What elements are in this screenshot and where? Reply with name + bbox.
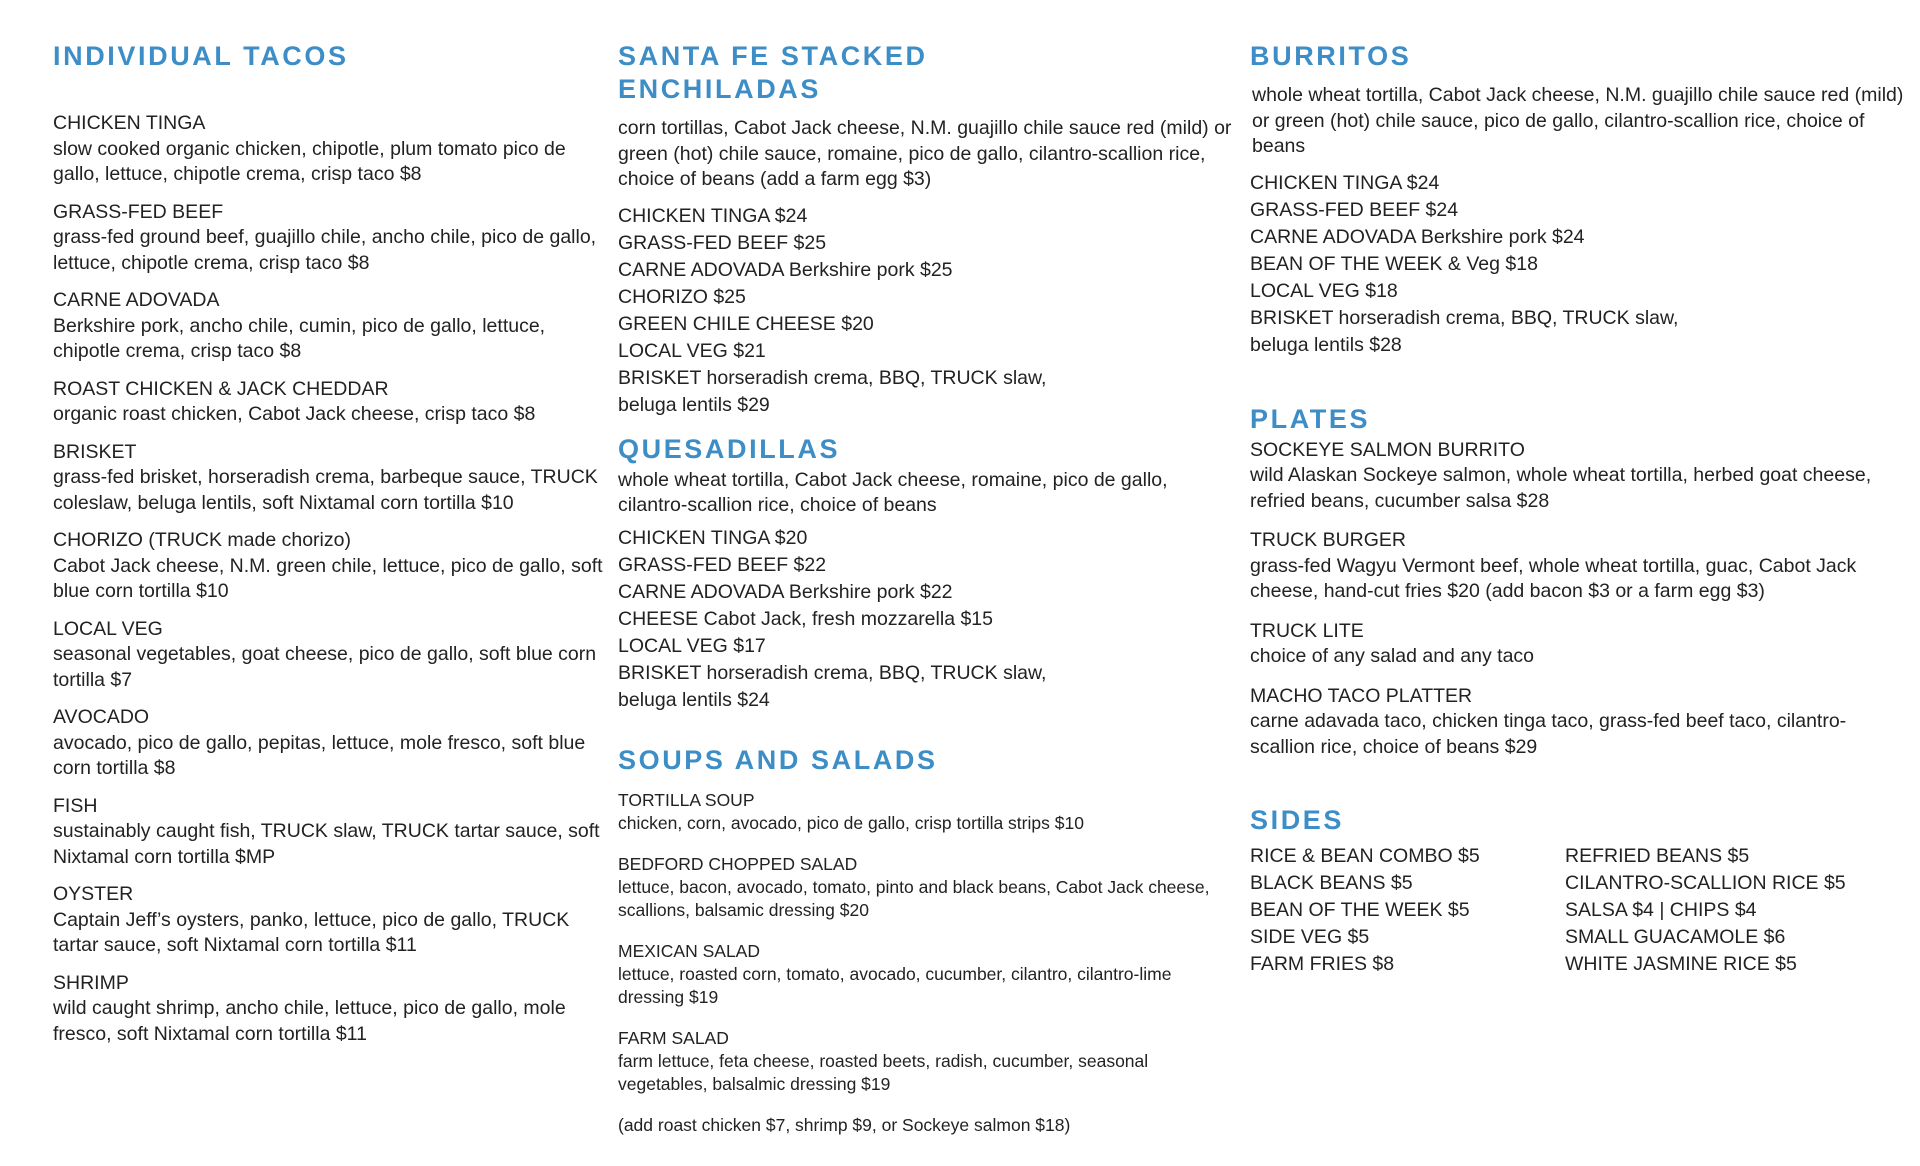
item-name: AVOCADO (53, 706, 150, 728)
item-description: slow cooked organic chicken, chipotle, plum tomato pico de gallo, lettuce, chipotle crema, crisp taco $8 (53, 137, 566, 185)
menu-line: GRASS-FED BEEF $25 (618, 231, 827, 254)
item-name: TRUCK BURGER (1250, 529, 1407, 551)
menu-line: LOCAL VEG $18 (1250, 279, 1398, 302)
enchiladas-heading-line2: ENCHILADAS (618, 74, 822, 104)
tacos-column (53, 40, 613, 1059)
burritos-intro: whole wheat tortilla, Cabot Jack cheese, N.M. guajillo chile sauce red (mild) or green (hot) chile sauce, pico de gallo, cilantro-scallion rice, choice of beans (1252, 84, 1904, 157)
menu-line: beluga lentils $29 (618, 393, 770, 416)
item-name: CHORIZO (TRUCK made chorizo) (53, 529, 351, 551)
plates-section (1250, 403, 1910, 761)
plates-heading: PLATES (1250, 403, 1371, 434)
item-description: lettuce, roasted corn, tomato, avocado, cucumber, cilantro, cilantro-lime dressing $19 (618, 963, 1172, 1007)
menu-line: CARNE ADOVADA Berkshire pork $25 (618, 258, 953, 281)
item-description: grass-fed Wagyu Vermont beef, whole wheat tortilla, guac, Cabot Jack cheese, hand-cut fries $20 (add bacon $3 or a farm egg $3) (1250, 554, 1857, 602)
menu-line: CHICKEN TINGA $20 (618, 526, 808, 549)
side-item: WHITE JASMINE RICE $5 (1565, 953, 1797, 975)
item-name: SOCKEYE SALMON BURRITO (1250, 438, 1525, 461)
menu-item (53, 440, 613, 517)
soup-salad-item (618, 940, 1238, 1009)
menu-item (53, 200, 613, 277)
item-name: OYSTER (53, 883, 134, 905)
enchiladas-heading (618, 40, 1238, 106)
plate-item (1250, 684, 1910, 761)
item-name: TRUCK LITE (1250, 619, 1364, 642)
enchiladas-intro: corn tortillas, Cabot Jack cheese, N.M. guajillo chile sauce red (mild) or green (hot) chile sauce, romaine, pico de gallo, cilantro-scallion rice, choice of beans (add a farm egg $3) (618, 117, 1232, 190)
tacos-heading: INDIVIDUAL TACOS (53, 41, 349, 71)
soups-heading: SOUPS AND SALADS (618, 744, 938, 775)
item-name: BEDFORD CHOPPED SALAD (618, 853, 858, 874)
side-item: RICE & BEAN COMBO $5 (1250, 845, 1480, 867)
item-description: choice of any salad and any taco (1250, 645, 1535, 667)
item-description: farm lettuce, feta cheese, roasted beets, radish, cucumber, seasonal vegetables, balsalmic dressing $19 (618, 1050, 1149, 1094)
menu-line: GRASS-FED BEEF $22 (618, 553, 827, 576)
menu-line: GREEN CHILE CHEESE $20 (618, 312, 874, 335)
soups-addon-note: (add roast chicken $7, shrimp $9, or Sockeye salmon $18) (618, 1114, 1071, 1135)
item-description: carne adavada taco, chicken tinga taco, grass-fed beef taco, cilantro-scallion rice, choice of beans $29 (1250, 710, 1847, 758)
side-item: BEAN OF THE WEEK $5 (1250, 899, 1470, 921)
menu-line: CHICKEN TINGA $24 (1250, 171, 1440, 194)
quesadillas-section (618, 433, 1238, 714)
item-description: grass-fed brisket, horseradish crema, barbeque sauce, TRUCK coleslaw, beluga lentils, soft Nixtamal corn tortilla $10 (53, 466, 598, 514)
menu-line: CHORIZO $25 (618, 285, 746, 308)
menu-line: beluga lentils $28 (1250, 333, 1402, 356)
menu-item (53, 111, 613, 188)
item-name: FARM SALAD (618, 1027, 729, 1048)
side-item: SMALL GUACAMOLE $6 (1565, 926, 1786, 948)
menu-line: LOCAL VEG $17 (618, 634, 766, 657)
menu-line: CARNE ADOVADA Berkshire pork $24 (1250, 225, 1585, 248)
item-description: sustainably caught fish, TRUCK slaw, TRUCK tartar sauce, soft Nixtamal corn tortilla $MP (53, 820, 600, 868)
plate-item (1250, 619, 1910, 670)
item-name: ROAST CHICKEN & JACK CHEDDAR (53, 377, 389, 400)
side-item: REFRIED BEANS $5 (1565, 845, 1750, 867)
item-description: lettuce, bacon, avocado, tomato, pinto and black beans, Cabot Jack cheese, scallions, balsamic dressing $20 (618, 876, 1210, 920)
burritos-list (1250, 170, 1910, 359)
side-item: BLACK BEANS $5 (1250, 872, 1413, 894)
soups-list (618, 789, 1238, 1096)
sides-left-column (1250, 843, 1565, 978)
right-column (1250, 40, 1910, 978)
item-name: FISH (53, 794, 98, 817)
menu-item (53, 617, 613, 694)
sides-section (1250, 804, 1910, 978)
sides-grid (1250, 843, 1910, 978)
quesadillas-list (618, 525, 1238, 714)
menu-line: beluga lentils $24 (618, 688, 770, 711)
enchiladas-list (618, 203, 1238, 419)
item-description: avocado, pico de gallo, pepitas, lettuce, mole fresco, soft blue corn tortilla $8 (53, 731, 586, 779)
item-name: GRASS-FED BEEF (53, 200, 224, 223)
item-description: wild caught shrimp, ancho chile, lettuce, pico de gallo, mole fresco, soft Nixtamal corn tortilla $11 (53, 997, 566, 1045)
item-name: LOCAL VEG (53, 617, 163, 640)
menu-item (53, 377, 613, 428)
menu-line: BRISKET horseradish crema, BBQ, TRUCK slaw, (1250, 306, 1679, 329)
plates-list (1250, 438, 1910, 761)
soup-salad-item (618, 853, 1238, 922)
menu-line: LOCAL VEG $21 (618, 339, 766, 362)
menu-line: GRASS-FED BEEF $24 (1250, 198, 1459, 221)
quesadillas-intro: whole wheat tortilla, Cabot Jack cheese, romaine, pico de gallo, cilantro-scallion rice, choice of beans (618, 468, 1168, 516)
plate-item (1250, 528, 1910, 605)
item-name: BRISKET (53, 440, 137, 463)
item-name: TORTILLA SOUP (618, 789, 755, 810)
menu-item (53, 528, 613, 605)
menu-line: CHEESE Cabot Jack, fresh mozzarella $15 (618, 607, 993, 630)
menu-item (53, 705, 613, 782)
menu-item (53, 882, 613, 959)
menu-item (53, 971, 613, 1048)
item-name: SHRIMP (53, 971, 129, 994)
sides-heading: SIDES (1250, 805, 1345, 835)
item-description: chicken, corn, avocado, pico de gallo, crisp tortilla strips $10 (618, 812, 1084, 833)
item-description: Captain Jeff’s oysters, panko, lettuce, pico de gallo, TRUCK tartar sauce, soft Nixtamal corn tortilla $11 (53, 908, 570, 956)
enchiladas-heading-line1: SANTA FE STACKED (618, 41, 928, 71)
menu-item (53, 288, 613, 365)
item-description: grass-fed ground beef, guajillo chile, ancho chile, pico de gallo, lettuce, chipotle crema, crisp taco $8 (53, 226, 597, 274)
menu-line: CARNE ADOVADA Berkshire pork $22 (618, 580, 953, 603)
menu-line: BRISKET horseradish crema, BBQ, TRUCK slaw, (618, 661, 1047, 684)
side-item: FARM FRIES $8 (1250, 953, 1395, 975)
side-item: CILANTRO-SCALLION RICE $5 (1565, 872, 1846, 894)
item-name: CHICKEN TINGA (53, 112, 206, 134)
soup-salad-item (618, 1027, 1238, 1096)
item-name: CARNE ADOVADA (53, 289, 220, 311)
item-description: Cabot Jack cheese, N.M. green chile, lettuce, pico de gallo, soft blue corn tortilla $10 (53, 554, 603, 602)
side-item: SIDE VEG $5 (1250, 926, 1370, 948)
soups-section (618, 744, 1238, 1137)
item-description: organic roast chicken, Cabot Jack cheese, crisp taco $8 (53, 403, 536, 425)
menu-line: CHICKEN TINGA $24 (618, 204, 808, 227)
side-item: SALSA $4 | CHIPS $4 (1565, 899, 1757, 921)
item-name: MACHO TACO PLATTER (1250, 684, 1473, 707)
menu-item (53, 794, 613, 871)
item-description: Berkshire pork, ancho chile, cumin, pico de gallo, lettuce, chipotle crema, crisp taco $8 (53, 314, 546, 362)
middle-column (618, 40, 1238, 1137)
menu-line: BRISKET horseradish crema, BBQ, TRUCK slaw, (618, 366, 1047, 389)
burritos-heading: BURRITOS (1250, 41, 1412, 71)
item-name: MEXICAN SALAD (618, 940, 760, 961)
menu-line: BEAN OF THE WEEK & Veg $18 (1250, 252, 1538, 275)
item-description: wild Alaskan Sockeye salmon, whole wheat tortilla, herbed goat cheese, refried beans, cucumber salsa $28 (1250, 464, 1872, 512)
plate-item (1250, 438, 1910, 515)
item-description: seasonal vegetables, goat cheese, pico de gallo, soft blue corn tortilla $7 (53, 643, 597, 691)
soup-salad-item (618, 789, 1238, 835)
quesadillas-heading: QUESADILLAS (618, 433, 841, 464)
tacos-list (53, 111, 613, 1047)
sides-right-column (1565, 843, 1880, 978)
